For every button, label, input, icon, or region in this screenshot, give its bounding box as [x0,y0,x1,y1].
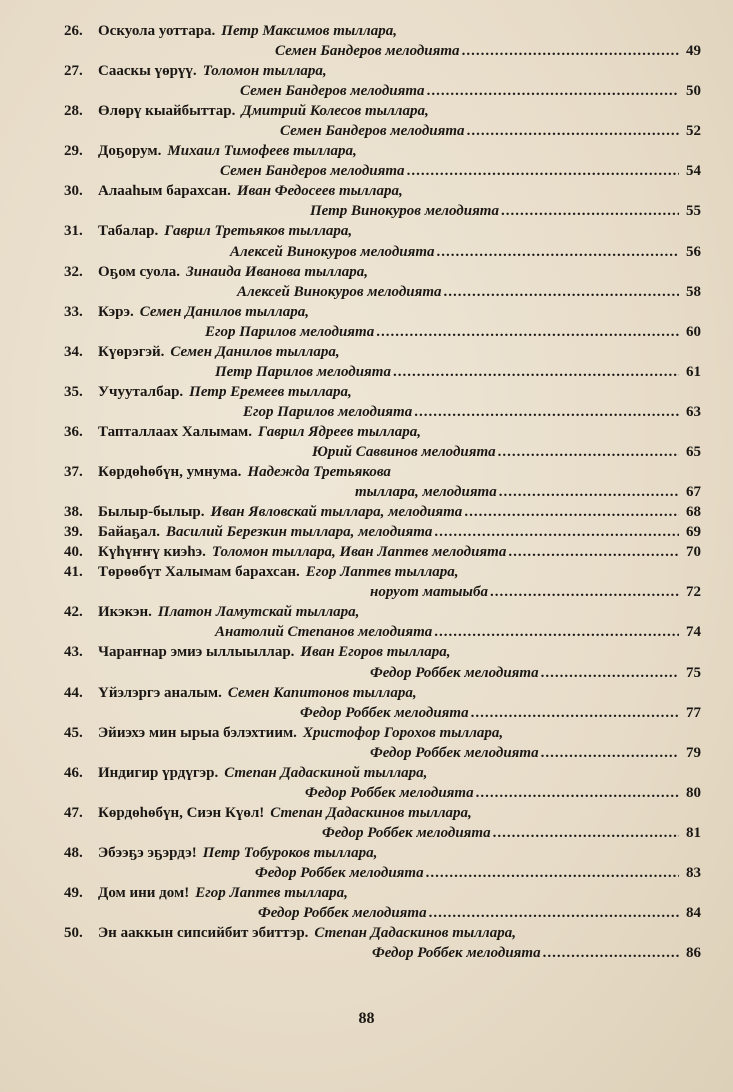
entry-line-continued [64,943,701,963]
entry-number: 37. [64,464,83,481]
dot-leader [429,903,679,923]
entry-page: 86 [686,945,701,962]
toc-entry [64,923,701,963]
entry-credit-continued: Егор Парилов мелодията [205,323,375,340]
toc-entry [64,642,701,682]
entry-title: Оҕом суола. [98,263,181,280]
entry-credit-continued: Федор Роббек мелодията [255,864,424,881]
toc-entry [64,262,701,302]
entry-title: Үйэлэргэ аналым. [98,684,222,701]
entry-title: Эйиэхэ мин ырыа бэлэхтиим. [98,724,297,741]
entry-number: 48. [64,844,83,861]
dot-leader [467,121,679,141]
entry-credit: Толомон тыллара, Иван Лаптев мелодията [211,544,507,561]
entry-credit: Михаил Тимофеев тыллара, [167,143,357,160]
entry-page: 63 [686,403,701,420]
dot-leader [508,542,679,562]
entry-line [64,61,701,81]
entry-title: Табалар. [98,223,159,240]
entry-page: 79 [686,744,701,761]
toc-entry [64,683,701,723]
entry-page: 65 [686,443,701,460]
entry-credit: Зинаида Иванова тыллара, [186,263,369,280]
dot-leader [476,783,679,803]
entry-line-continued [64,121,701,141]
toc-entry [64,542,701,562]
entry-page: 54 [686,163,701,180]
entry-line [64,302,701,322]
entry-line [64,462,701,482]
entry-page: 58 [686,283,701,300]
entry-line-continued [64,703,701,723]
entry-credit: Христофор Горохов тыллара, [302,724,504,741]
dot-leader [501,201,679,221]
entry-number: 35. [64,383,83,400]
entry-credit: Степан Дадаскинов тыллара, [270,804,472,821]
entry-number: 41. [64,564,83,581]
entry-line [64,101,701,121]
entry-title: Тапталлаах Халымам. [98,423,253,440]
entry-credit: Иван Егоров тыллара, [300,644,451,661]
entry-line [64,923,701,943]
entry-title: Оскуола уоттара. [98,23,216,39]
entry-credit-continued: Алексей Винокуров мелодията [230,243,435,260]
entry-credit: Дмитрий Колесов тыллара, [241,103,429,120]
entry-number: 45. [64,724,83,741]
entry-page: 55 [686,203,701,220]
entry-title: Кэрэ. [98,303,134,320]
entry-line [64,262,701,282]
entry-credit: Гаврил Третьяков тыллара, [164,223,353,240]
entry-number: 30. [64,183,83,200]
entry-title: Көрдөһөбүн, умнума. [98,464,242,481]
toc-entry [64,141,701,181]
entry-line-continued [64,783,701,803]
entry-page: 81 [686,824,701,841]
entry-title: Күһүҥҥү киэһэ. [98,544,206,561]
entry-number: 42. [64,604,83,621]
dot-leader [464,502,679,522]
entry-number: 38. [64,504,83,521]
entry-page: 80 [686,784,701,801]
entry-number: 31. [64,223,83,240]
entry-line [64,522,701,542]
entry-credit: Семен Капитонов тыллара, [227,684,417,701]
dot-leader [499,482,679,502]
entry-number: 36. [64,423,83,440]
entry-line-continued [64,622,701,642]
entry-credit: Петр Еремеев тыллара, [189,383,352,400]
entry-page: 70 [686,544,701,561]
entry-line-continued [64,903,701,923]
entry-number: 26. [64,23,83,39]
entry-title: Алааһым барахсан. [98,183,231,200]
entry-credit: Семен Данилов тыллара, [170,343,340,360]
entry-title: Чараҥнар эмиэ ыллыыллар. [98,644,295,661]
entry-credit-continued: Юрий Саввинов мелодията [312,443,496,460]
entry-page: 56 [686,243,701,260]
dot-leader [543,943,679,963]
dot-leader [414,402,679,422]
entry-credit: Иван Федосеев тыллара, [236,183,403,200]
entry-credit: Иван Явловскай тыллара, мелодията [210,504,463,521]
toc-entry [64,803,701,843]
entry-number: 44. [64,684,83,701]
dot-leader [498,442,679,462]
entry-number: 29. [64,143,83,160]
entry-number: 46. [64,764,83,781]
dot-leader [434,522,679,542]
entry-line-continued [64,442,701,462]
entry-credit-continued: Петр Парилов мелодията [215,363,391,380]
dot-leader [493,823,679,843]
entry-line [64,342,701,362]
entry-line-continued [64,582,701,602]
entry-number: 43. [64,644,83,661]
entry-line [64,221,701,241]
entry-page: 74 [686,624,701,641]
dot-leader [407,161,679,181]
entry-title: Күөрэгэй. [98,343,165,360]
entry-line [64,803,701,823]
toc-entry [64,61,701,101]
entry-credit: Петр Тобуроков тыллара, [202,844,378,861]
entry-line [64,562,701,582]
entry-number: 28. [64,103,83,120]
entry-credit: Петр Максимов тыллара, [221,23,397,39]
entry-title: Икэкэн. [98,604,152,621]
entry-credit: Гаврил Ядреев тыллара, [258,423,421,440]
entry-credit-continued: Анатолий Степанов мелодията [215,624,433,641]
entry-number: 39. [64,524,83,541]
entry-credit: Егор Лаптев тыллара, [195,885,348,902]
toc-entry [64,883,701,923]
toc-entry [64,502,701,522]
dot-leader [427,81,679,101]
entry-page: 84 [686,905,701,922]
dot-leader [437,242,679,262]
entry-line-continued [64,161,701,181]
entry-line-continued [64,663,701,683]
dot-leader [490,582,679,602]
toc-entry [64,221,701,261]
entry-credit: Толомон тыллара, [202,63,327,80]
entry-line-continued [64,81,701,101]
entry-title: Төрөөбүт Халымам барахсан. [98,564,300,581]
entry-credit-continued: тыллара, мелодията [355,484,497,501]
entry-line [64,642,701,662]
entry-title: Сааскы үөрүү. [98,63,197,80]
dot-leader [541,663,679,683]
entry-title: Дом ини дом! [98,885,190,902]
entry-credit-continued: Федор Роббек мелодията [372,945,541,962]
entry-page: 60 [686,323,701,340]
entry-title: Былыр-былыр. [98,504,205,521]
dot-leader [541,743,679,763]
entry-line-continued [64,322,701,342]
entry-credit: Семен Данилов тыллара, [139,303,309,320]
entry-title: Эн ааккын сипсийбит эбиттэр. [98,925,309,942]
toc-entry [64,562,701,602]
entry-credit-continued: Семен Бандеров мелодията [240,83,425,100]
entry-number: 34. [64,343,83,360]
entry-credit-continued: Алексей Винокуров мелодията [237,283,442,300]
table-of-contents [64,21,701,963]
entry-line [64,141,701,161]
entry-title: Эбээҕэ эҕэрдэ! [98,844,197,861]
entry-number: 27. [64,63,83,80]
toc-entry [64,422,701,462]
entry-number: 40. [64,544,83,561]
entry-page: 50 [686,83,701,100]
entry-credit-continued: Федор Роббек мелодията [305,784,474,801]
entry-line-continued [64,282,701,302]
entry-line [64,883,701,903]
entry-title: Байаҕал. [98,524,161,541]
entry-credit-continued: Семен Бандеров мелодията [280,123,465,140]
toc-entry [64,763,701,803]
entry-page: 69 [686,524,701,541]
entry-line [64,502,701,522]
dot-leader [434,622,679,642]
entry-credit-continued: Петр Винокуров мелодията [310,203,499,220]
toc-entry [64,462,701,502]
entry-line [64,723,701,743]
toc-entry [64,723,701,763]
entry-line-continued [64,41,701,61]
toc-entry [64,522,701,542]
entry-title: Индигир үрдүгэр. [98,764,219,781]
entry-credit: Степан Дадаскинов тыллара, [314,925,516,942]
entry-page: 83 [686,864,701,881]
entry-line-continued [64,201,701,221]
entry-number: 33. [64,303,83,320]
entry-line-continued [64,482,701,502]
entry-line [64,843,701,863]
entry-line [64,602,701,622]
dot-leader [393,362,679,382]
entry-page: 72 [686,584,701,601]
toc-entry [64,602,701,642]
entry-credit-continued: Федор Роббек мелодията [258,905,427,922]
entry-line [64,382,701,402]
entry-credit-continued: Федор Роббек мелодията [300,704,469,721]
entry-credit: Егор Лаптев тыллара, [305,564,459,581]
entry-page: 52 [686,123,701,140]
entry-credit: Василий Березкин тыллара, мелодията [166,524,433,541]
toc-entry [64,843,701,883]
entry-number: 49. [64,885,83,902]
page-number: 88 [358,1010,375,1027]
entry-credit-continued: Семен Бандеров мелодията [275,43,460,60]
entry-credit-continued: Федор Роббек мелодията [370,664,539,681]
entry-page: 77 [686,704,701,721]
entry-line-continued [64,863,701,883]
entry-page: 68 [686,504,701,521]
entry-line [64,763,701,783]
entry-credit: Надежда Третьякова [247,464,391,481]
entry-credit: Платон Ламутскай тыллара, [157,604,360,621]
entry-page: 49 [686,43,701,60]
entry-credit-continued: Федор Роббек мелодията [370,744,539,761]
dot-leader [444,282,679,302]
dot-leader [376,322,679,342]
entry-page: 75 [686,664,701,681]
entry-title: Көрдөһөбүн, Сиэн Күөл! [98,804,265,821]
entry-line [64,422,701,442]
entry-credit-continued: норуот матыыба [370,584,488,601]
toc-entry [64,302,701,342]
entry-line [64,542,701,562]
toc-entry [64,181,701,221]
toc-entry [64,21,701,61]
entry-credit-continued: Федор Роббек мелодията [322,824,491,841]
entry-line-continued [64,743,701,763]
entry-number: 32. [64,263,83,280]
entry-title: Доҕорум. [98,143,162,160]
entry-credit-continued: Семен Бандеров мелодията [220,163,405,180]
entry-credit-continued: Егор Парилов мелодията [243,403,413,420]
entry-line [64,683,701,703]
dot-leader [471,703,679,723]
entry-title: Учууталбар. [98,383,184,400]
entry-line [64,181,701,201]
entry-credit: Степан Дадаскиной тыллара, [224,764,428,781]
entry-line [64,21,701,41]
entry-page: 67 [686,484,701,501]
entry-page: 61 [686,363,701,380]
entry-number: 47. [64,804,83,821]
entry-line-continued [64,823,701,843]
dot-leader [426,863,679,883]
entry-number: 50. [64,925,83,942]
entry-line-continued [64,242,701,262]
dot-leader [462,41,679,61]
entry-title: Өлөрү кыайбыттар. [98,103,236,120]
toc-entry [64,382,701,422]
entry-line-continued [64,362,701,382]
entry-line-continued [64,402,701,422]
toc-entry [64,342,701,382]
toc-entry [64,101,701,141]
